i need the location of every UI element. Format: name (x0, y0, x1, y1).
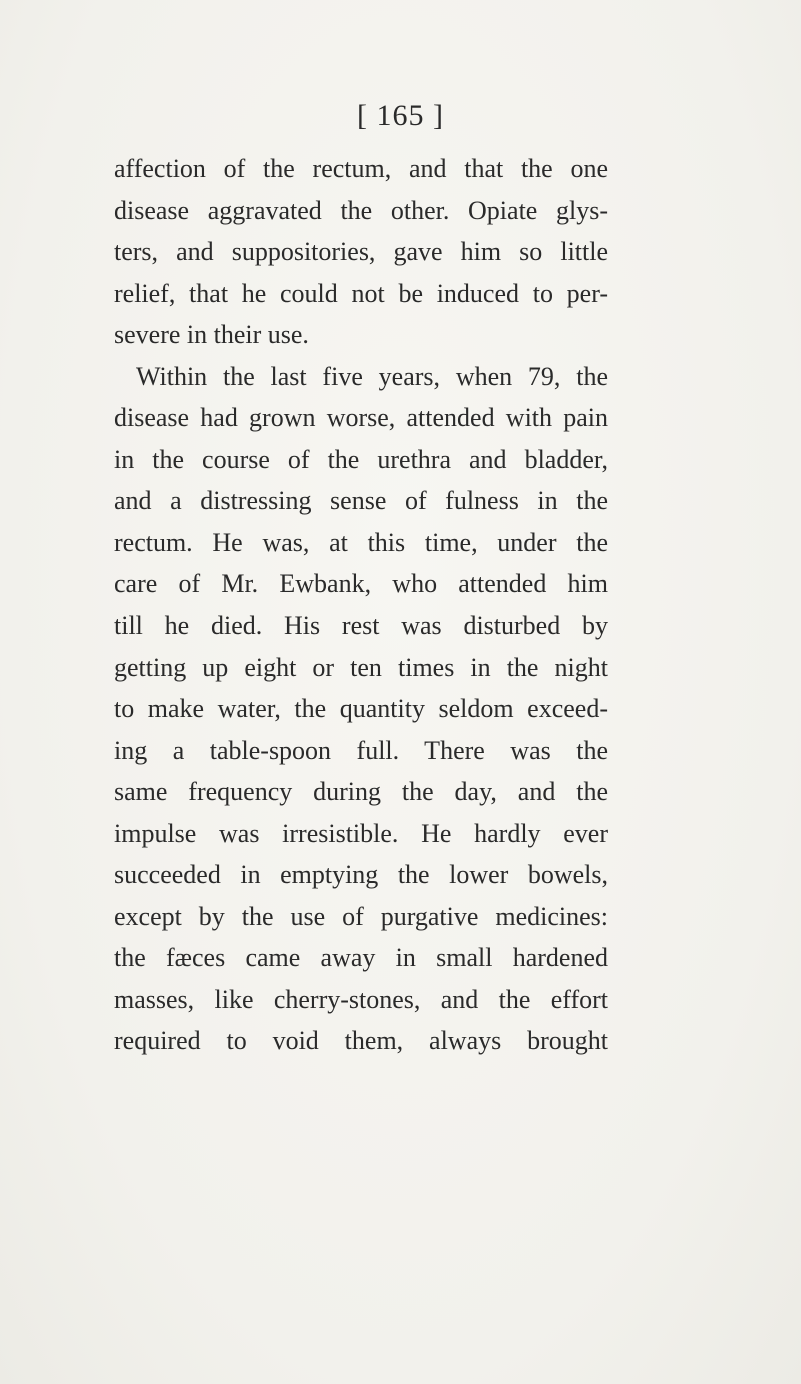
text-line: disease had grown worse, attended with pain (114, 403, 608, 433)
text-line: till he died. His rest was disturbed by (114, 611, 608, 641)
text-line: Within the last five years, when 79, the (136, 361, 608, 391)
text-line: severe in their use. (114, 320, 309, 350)
text-line: care of Mr. Ewbank, who attended him (114, 569, 608, 599)
text-line: impulse was irresistible. He hardly ever (114, 818, 608, 848)
text-line: ters, and suppositories, gave him so little (114, 237, 608, 267)
text-line: succeeded in emptying the lower bowels, (114, 860, 608, 890)
body-text (114, 148, 608, 1062)
text-line: and a distressing sense of fulness in the (114, 486, 608, 516)
text-line: same frequency during the day, and the (114, 777, 608, 807)
text-line: getting up eight or ten times in the night (114, 652, 608, 682)
text-line: affection of the rectum, and that the one (114, 154, 608, 183)
text-line: the fæces came away in small hardened (114, 943, 608, 973)
text-line: rectum. He was, at this time, under the (114, 527, 608, 557)
page-number-header: [ 165 ] (357, 99, 444, 132)
text-line: to make water, the quantity seldom exceed- (114, 694, 608, 724)
text-line: disease aggravated the other. Opiate glys- (114, 195, 608, 225)
text-line: except by the use of purgative medicines: (114, 901, 608, 931)
text-line: ing a table-spoon full. There was the (114, 735, 608, 765)
text-line: masses, like cherry-stones, and the effort (114, 984, 608, 1014)
text-line: relief, that he could not be induced to per- (114, 278, 608, 308)
text-line: in the course of the urethra and bladder, (114, 444, 608, 474)
text-line: required to void them, always brought (114, 1026, 608, 1056)
